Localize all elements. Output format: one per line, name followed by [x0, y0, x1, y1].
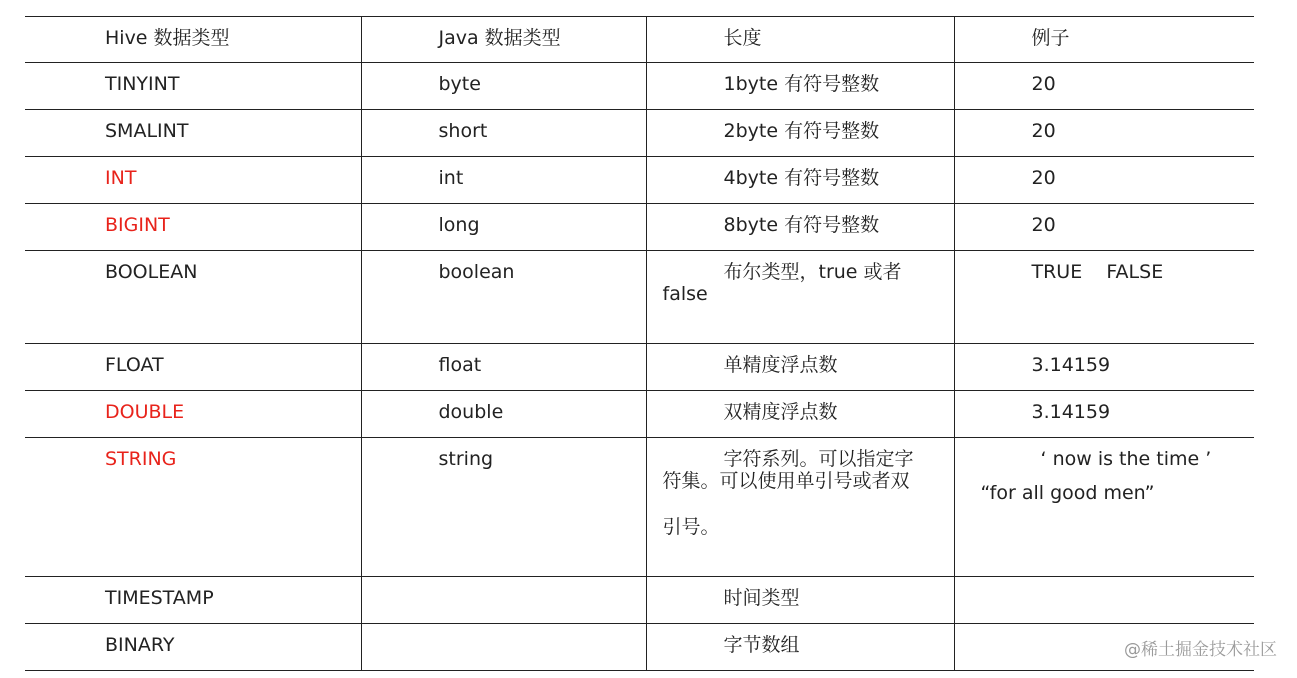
hive-type-cell: DOUBLE: [25, 391, 361, 438]
java-type-cell: [361, 577, 646, 624]
example-cell: [954, 438, 1254, 577]
hive-type-cell: BIGINT: [25, 204, 361, 251]
hive-type-cell: TINYINT: [25, 63, 361, 110]
table-row: [25, 391, 1254, 438]
table-row: [25, 204, 1254, 251]
example-cell: TRUE FALSE: [954, 251, 1254, 344]
java-type-cell: byte: [361, 63, 646, 110]
example-cell: 20: [954, 110, 1254, 157]
table-row: [25, 157, 1254, 204]
length-cell: 4byte 有符号整数: [646, 157, 954, 204]
table-row: [25, 251, 1254, 344]
example-cell: [954, 577, 1254, 624]
table-row: [25, 110, 1254, 157]
table-row: [25, 344, 1254, 391]
length-cell: 字节数组: [646, 624, 954, 671]
example-cell: 3.14159: [954, 391, 1254, 438]
java-type-cell: short: [361, 110, 646, 157]
length-cell: 8byte 有符号整数: [646, 204, 954, 251]
example-cell: 20: [954, 63, 1254, 110]
table-row: [25, 577, 1254, 624]
hive-type-cell: BINARY: [25, 624, 361, 671]
java-type-cell: int: [361, 157, 646, 204]
header-example: 例子: [954, 17, 1254, 63]
length-cell: 1byte 有符号整数: [646, 63, 954, 110]
length-cell: [646, 251, 954, 344]
length-cell: 时间类型: [646, 577, 954, 624]
hive-type-cell: FLOAT: [25, 344, 361, 391]
header-length: 长度: [646, 17, 954, 63]
header-hive-type: Hive 数据类型: [25, 17, 361, 63]
hive-type-cell: STRING: [25, 438, 361, 577]
java-type-cell: float: [361, 344, 646, 391]
hive-type-cell: INT: [25, 157, 361, 204]
example-line: ‘ now is the time ’: [1040, 448, 1212, 470]
example-cell: 20: [954, 157, 1254, 204]
length-cell: 单精度浮点数: [646, 344, 954, 391]
length-line: 引号。: [662, 516, 720, 538]
length-line: 字符系列。可以指定字: [723, 448, 914, 470]
length-line: false: [662, 283, 708, 305]
table-row: [25, 63, 1254, 110]
header-java-type: Java 数据类型: [361, 17, 646, 63]
hive-type-cell: TIMESTAMP: [25, 577, 361, 624]
length-line: 布尔类型，true 或者: [723, 261, 902, 283]
example-cell: 3.14159: [954, 344, 1254, 391]
watermark: @稀土掘金技术社区: [1124, 640, 1277, 660]
hive-data-types-table: [25, 16, 1254, 671]
length-cell: 2byte 有符号整数: [646, 110, 954, 157]
header-row: [25, 17, 1254, 63]
java-type-cell: double: [361, 391, 646, 438]
java-type-cell: [361, 624, 646, 671]
java-type-cell: string: [361, 438, 646, 577]
hive-type-cell: SMALINT: [25, 110, 361, 157]
example-cell: 20: [954, 204, 1254, 251]
hive-type-cell: BOOLEAN: [25, 251, 361, 344]
length-line: 符集。可以使用单引号或者双: [662, 470, 910, 492]
length-cell: [646, 438, 954, 577]
length-cell: 双精度浮点数: [646, 391, 954, 438]
example-line: “for all good men”: [980, 482, 1155, 504]
java-type-cell: long: [361, 204, 646, 251]
java-type-cell: boolean: [361, 251, 646, 344]
table-row: [25, 438, 1254, 577]
table-row: [25, 624, 1254, 671]
